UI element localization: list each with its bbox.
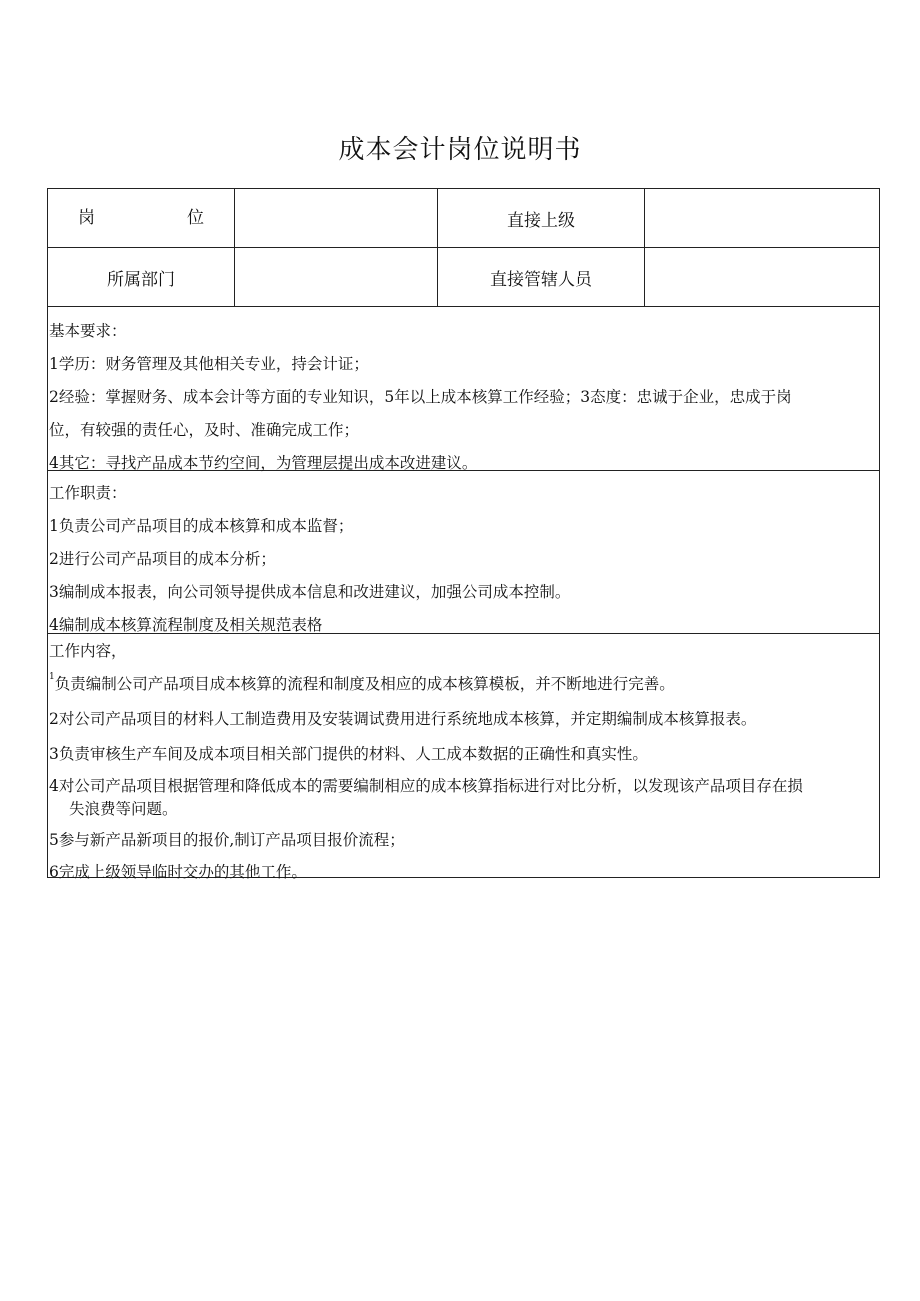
- subordinates-value: [645, 248, 879, 306]
- subordinates-label: 直接管辖人员: [490, 269, 592, 290]
- department-value: [235, 248, 437, 306]
- content-heading: 工作内容，: [49, 642, 127, 660]
- requirements-section: [49, 307, 879, 470]
- duty-item: 2进行公司产品项目的成本分析；: [49, 550, 276, 568]
- duty-item: 4编制成本核算流程制度及相关规范表格: [49, 616, 323, 634]
- content-item: 3负责审核生产车间及成本项目相关部门提供的材料、人工成本数据的正确性和真实性。: [49, 745, 648, 763]
- position-value: [235, 189, 437, 247]
- department-label: 所属部门: [107, 269, 175, 290]
- duties-section: [49, 471, 879, 633]
- position-label-b: 位: [187, 208, 204, 228]
- content-item: $^1$负责编制公司产品项目成本核算的流程和制度及相应的成本核算模板，并不断地进行完善。: [49, 672, 675, 693]
- duty-item: 3编制成本报表，向公司领导提供成本信息和改进建议，加强公司成本控制。: [49, 583, 571, 601]
- requirement-experience-cont: 位，有较强的责任心，及时、准确完成工作；: [49, 421, 360, 439]
- position-label-a: 岗: [78, 208, 95, 228]
- requirement-education: 1学历：财务管理及其他相关专业，持会计证；: [49, 355, 369, 373]
- superior-label: 直接上级: [507, 210, 575, 231]
- content-item-number: 1: [49, 672, 55, 682]
- requirement-other: 4其它：寻找产品成本节约空间，为管理层提出成本改进建议。: [49, 454, 478, 472]
- requirement-experience: 2经验：掌握财务、成本会计等方面的专业知识，5年以上成本核算工作经验；3态度：忠诚于企业，忠成于岗: [49, 388, 792, 406]
- content-item: 4对公司产品项目根据管理和降低成本的需要编制相应的成本核算指标进行对比分析，以发现该产品项目存在损: [49, 777, 803, 795]
- content-item: 5参与新产品新项目的报价,制订产品项目报价流程；: [49, 831, 405, 849]
- content-item: 6完成上级领导临时交办的其他工作。: [49, 863, 307, 881]
- page-title: 成本会计岗位说明书: [338, 135, 582, 165]
- duty-item: 1负责公司产品项目的成本核算和成本监督；: [49, 517, 354, 535]
- requirements-heading: 基本要求：: [49, 322, 127, 340]
- job-description-table: [47, 188, 880, 881]
- content-section: [49, 634, 879, 881]
- content-item: 2对公司产品项目的材料人工制造费用及安装调试费用进行系统地成本核算，并定期编制成本核算报表。: [49, 710, 757, 728]
- duties-heading: 工作职责：: [49, 484, 127, 502]
- superior-value: [645, 189, 879, 247]
- content-item-cont: 失浪费等问题。: [69, 800, 178, 818]
